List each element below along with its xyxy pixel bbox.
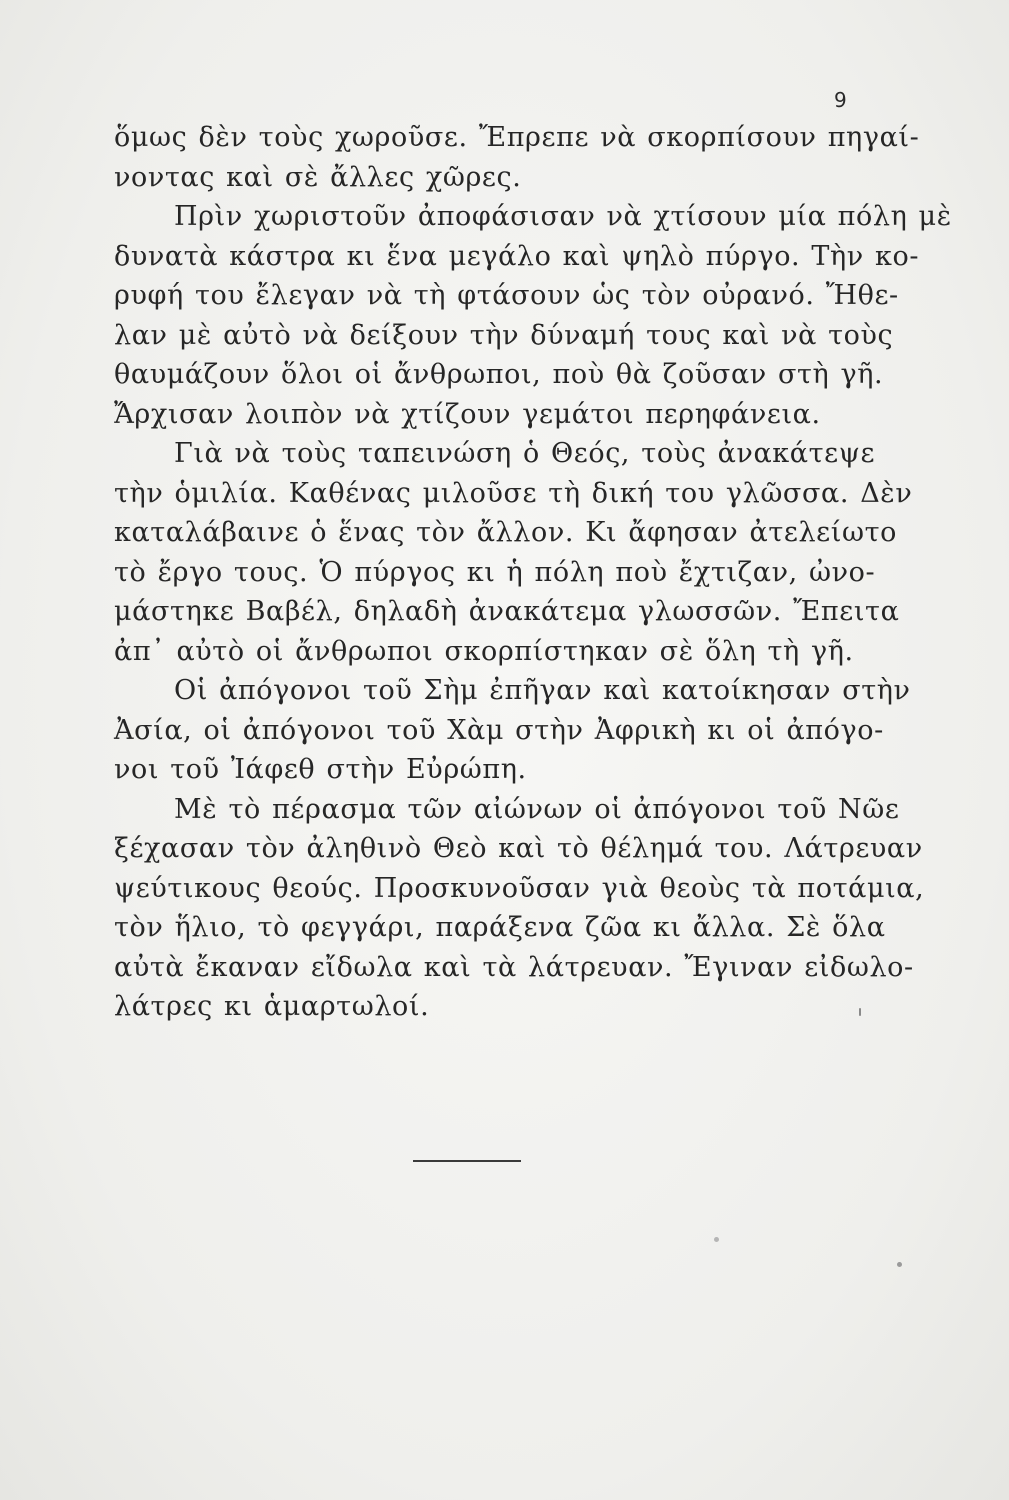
text-line: νοι τοῦ Ἰάφεθ στὴν Εὐρώπη.	[114, 754, 527, 785]
paper-speck	[714, 1237, 719, 1242]
text-line: λαν μὲ αὐτὸ νὰ δείξουν τὴν δύναμή τους καὶ νὰ τοὺς	[114, 319, 894, 351]
text-line: ξέχασαν τὸν ἀληθινὸ Θεὸ καὶ τὸ θέλημά του. Λάτρευαν	[114, 833, 923, 864]
text-line: ἀπ᾿ αὐτὸ οἱ ἄνθρωποι σκορπίστηκαν σὲ ὅλη τὴ γῆ.	[114, 635, 854, 667]
text-line: ψεύτικους θεούς. Προσκυνοῦσαν γιὰ θεοὺς τὰ ποτάμια,	[114, 872, 925, 904]
text-line: Πρὶν χωριστοῦν ἀποφάσισαν νὰ χτίσουν μία πόλη μὲ	[174, 201, 952, 232]
text-line: δυνατὰ κάστρα κι ἕνα μεγάλο καὶ ψηλὸ πύργο. Τὴν κο-	[114, 240, 920, 272]
paper-speck	[859, 1008, 861, 1016]
text-line: αὐτὰ ἔκαναν εἴδωλα καὶ τὰ λάτρευαν. Ἔγιναν εἰδωλο-	[114, 951, 914, 983]
text-line: μάστηκε Βαβέλ, δηλαδὴ ἀνακάτεμα γλωσσῶν. Ἔπειτα	[114, 596, 900, 627]
text-line: ὅμως δὲν τοὺς χωροῦσε. Ἔπρεπε νὰ σκορπίσουν πηγαί-	[114, 122, 920, 153]
paper-speck	[897, 1262, 902, 1267]
text-line: λάτρες κι ἁμαρτωλοί.	[114, 991, 430, 1022]
page-number: 9	[834, 88, 847, 112]
text-line: τὴν ὁμιλία. Καθένας μιλοῦσε τὴ δική του γλῶσσα. Δὲν	[114, 477, 913, 509]
section-divider	[413, 1160, 521, 1162]
text-line: Ἄρχισαν λοιπὸν νὰ χτίζουν γεμάτοι περηφάνεια.	[114, 398, 821, 430]
text-line: καταλάβαινε ὁ ἕνας τὸν ἄλλον. Κι ἄφησαν ἀτελείωτο	[114, 517, 897, 548]
text-line: τὸ ἔργο τους. Ὁ πύργος κι ἡ πόλη ποὺ ἔχτιζαν, ὠνο-	[114, 556, 876, 588]
text-line: νοντας καὶ σὲ ἄλλες χῶρες.	[114, 161, 522, 193]
text-line: θαυμάζουν ὅλοι οἱ ἄνθρωποι, ποὺ θὰ ζοῦσαν στὴ γῆ.	[114, 359, 884, 390]
text-line: Ἀσία, οἱ ἀπόγονοι τοῦ Χὰμ στὴν Ἀφρικὴ κι οἱ ἀπόγο-	[114, 714, 884, 746]
text-line: ρυφή του ἔλεγαν νὰ τὴ φτάσουν ὡς τὸν οὐρανό. Ἤθε-	[114, 280, 899, 311]
text-line: Οἱ ἀπόγονοι τοῦ Σὴμ ἐπῆγαν καὶ κατοίκησαν στὴν	[174, 675, 911, 706]
text-line: Μὲ τὸ πέρασμα τῶν αἰώνων οἱ ἀπόγονοι τοῦ Νῶε	[174, 793, 900, 825]
text-line: τὸν ἥλιο, τὸ φεγγάρι, παράξενα ζῶα κι ἄλλα. Σὲ ὅλα	[114, 912, 886, 943]
body-text	[114, 118, 952, 1027]
text-line: Γιὰ νὰ τοὺς ταπεινώση ὁ Θεός, τοὺς ἀνακάτεψε	[174, 438, 876, 469]
